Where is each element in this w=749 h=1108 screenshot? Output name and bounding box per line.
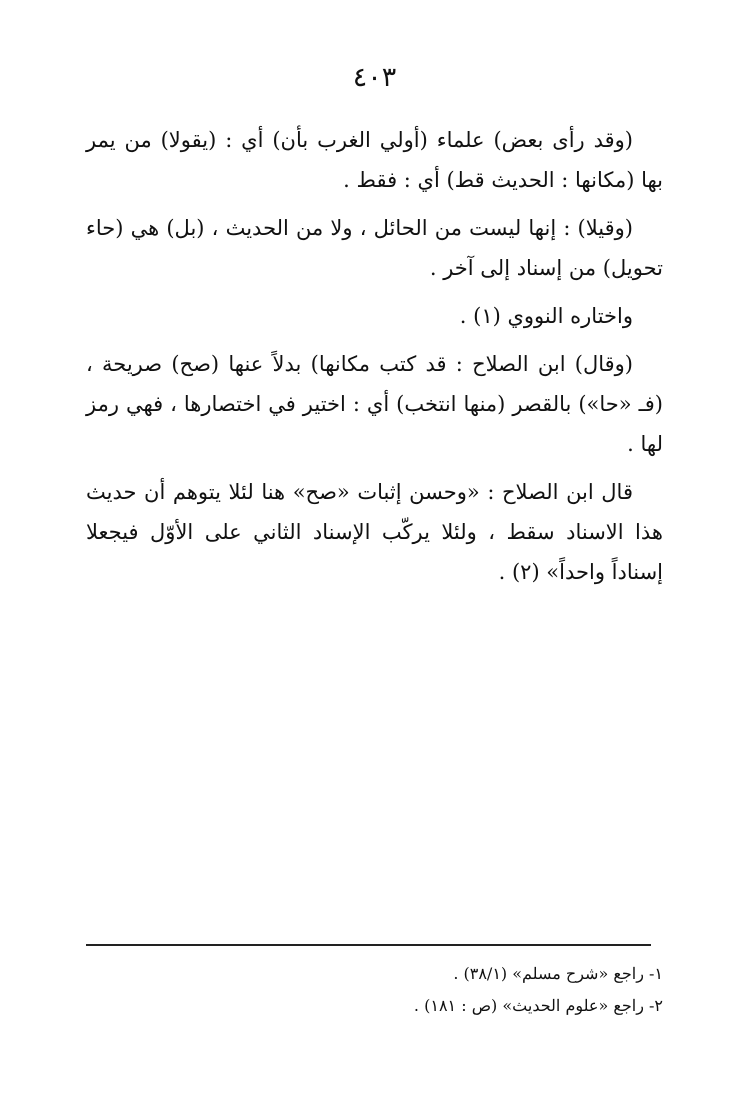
footnote: ٢- راجع «علوم الحديث» (ص : ١٨١) . — [413, 996, 663, 1015]
paragraph: (وقد رأى بعض) علماء (أولي الغرب بأن) أي : (يقولا) من يمر بها (مكانها : الحديث قط) أي : فقط . — [86, 128, 663, 192]
page-number: ٤٠٣ — [352, 62, 397, 93]
paragraph: (وقال) ابن الصلاح : قد كتب مكانها) بدلاً عنها (صح) صريحة ، (فـ «حا») بالقصر (منها انتخب) أي : اختير في اختصارها ، فهي رمز لها . — [86, 352, 663, 456]
footnote: ١- راجع «شرح مسلم» (٣٨/١) . — [453, 964, 663, 983]
paragraph: واختاره النووي (١) . — [459, 304, 633, 328]
footnote-divider — [86, 944, 651, 946]
footnotes — [86, 958, 663, 1022]
paragraph: قال ابن الصلاح : «وحسن إثبات «صح» هنا لئلا يتوهم أن حديث هذا الاسناد سقط ، ولئلا يركّب الإسناد الثاني على الأوّل فيجعلا إسناداً واحداً» (٢) . — [86, 480, 663, 584]
paragraph: (وقيلا) : إنها ليست من الحائل ، ولا من الحديث ، (بل) هي (حاء تحويل) من إسناد إلى آخر . — [86, 216, 663, 280]
main-text — [86, 120, 663, 600]
